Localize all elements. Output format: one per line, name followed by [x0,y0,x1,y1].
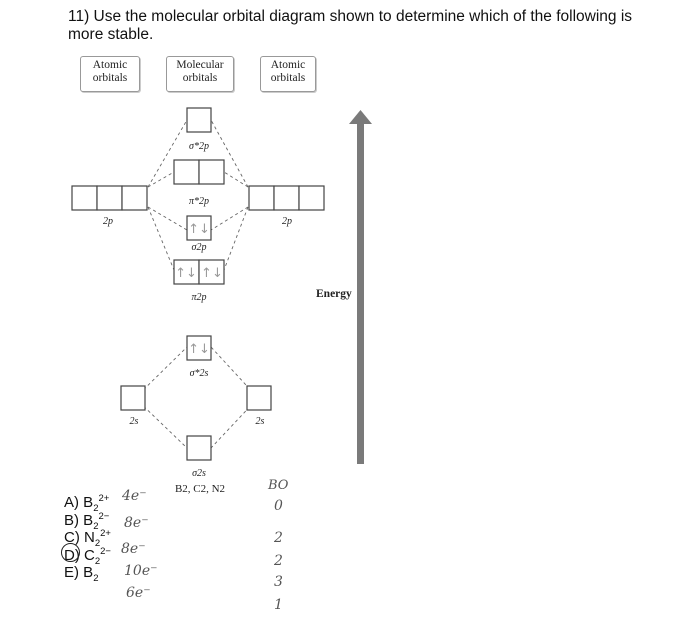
selected-circle [61,543,80,562]
pencil-mark-sigma-star-2s: ↑↓ [188,342,210,357]
choice-species: B [83,511,94,529]
choice-superscript: 2− [100,545,111,557]
choice-c[interactable] [64,525,111,549]
handwritten-bond-order: 2 [274,553,283,569]
label-2s-right: 2s [255,416,265,427]
label-2p-left: 2p [103,216,113,227]
header-label: Atomic orbitals [92,59,128,84]
choice-letter: B) [64,511,79,529]
choice-b[interactable] [64,508,111,532]
header-label: Molecular orbitals [176,59,224,84]
orbital-box-2p-left-2 [97,186,122,210]
label-pi-star-2p: π*2p [188,196,210,207]
handwritten-bond-order: 3 [274,574,283,590]
orbital-box-sigma-2s [187,436,211,460]
orbital-box-2p-right-1 [249,186,274,210]
choice-subscript: 2 [94,555,101,567]
choice-e[interactable] [64,560,111,584]
label-2p-right: 2p [282,216,292,227]
choice-subscript: 2 [93,520,99,532]
question-text: 11) Use the molecular orbital diagram shown to determine which of the following is more stable. [68,8,633,43]
choice-subscript: 2 [94,538,101,549]
label-energy: Energy [316,288,352,300]
orbital-box-2p-right-2 [274,186,299,210]
choice-species: N [84,529,95,546]
orbital-box-2s-right [247,386,271,410]
label-sigma-star-2p: σ*2p [189,141,209,152]
choice-d[interactable] [64,543,111,567]
label-sigma-2p: σ2p [191,242,207,253]
choice-letter: D) [64,546,80,564]
handwritten-electron-count: 6e⁻ [126,585,151,601]
orbital-box-sigma-star-2p [187,108,211,132]
orbital-box-pi-star-2p-b [199,160,224,184]
label-sigma-star-2s: σ*2s [189,368,209,379]
label-2s-left: 2s [129,416,139,427]
choice-species: C [84,546,95,564]
choice-subscript: 2 [93,573,99,584]
handwritten-electron-count: 8e⁻ [124,515,149,531]
choice-species: B [83,564,94,581]
choice-subscript: 2 [93,503,99,514]
choice-a[interactable] [64,490,111,514]
label-pi-2p: π2p [191,292,207,303]
orbital-box-2p-left-3 [122,186,147,210]
handwritten-bond-order: 1 [274,597,283,613]
pencil-mark-pi-2p: ↑↓ ↑↓ [175,266,223,281]
orbital-box-2s-left [121,386,145,410]
choice-letter: C) [64,529,80,546]
handwritten-bond-order: 0 [274,498,283,514]
handwritten-bo-header: BO [268,478,289,493]
choice-species: B [83,494,94,511]
choice-letter: E) [64,564,79,581]
handwritten-electron-count: 8e⁻ [121,541,146,557]
handwritten-electron-count: 10e⁻ [124,563,158,579]
handwritten-bond-order: 2 [274,530,283,546]
choice-superscript: 2+ [100,528,111,539]
label-molecules: B2, C2, N2 [174,483,226,495]
header-label: Atomic orbitals [270,59,306,84]
choice-letter: A) [64,494,79,511]
choice-superscript: 2+ [98,493,110,504]
pencil-mark-sigma-2p: ↑↓ [188,222,210,237]
label-sigma-2s: σ2s [192,468,206,479]
orbital-box-pi-star-2p-a [174,160,199,184]
handwritten-electron-count: 4e⁻ [122,488,147,504]
orbital-box-2p-right-3 [299,186,324,210]
energy-arrow [349,110,372,464]
choice-superscript: 2− [98,510,110,522]
orbital-box-2p-left-1 [72,186,97,210]
answer-choices [64,490,111,584]
